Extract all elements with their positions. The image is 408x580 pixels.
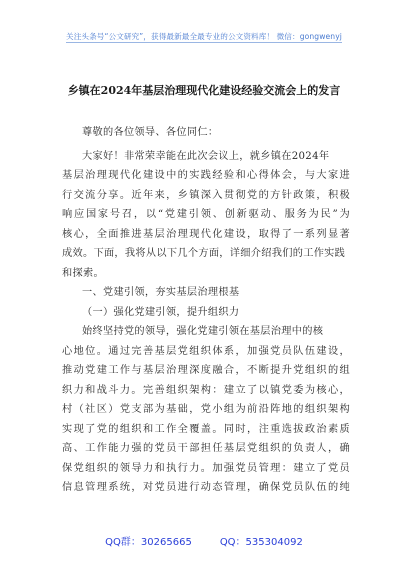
paragraph-line: 大家好！非常荣幸能在此次会议上，就乡镇在2024年 [82,150,330,162]
paragraph-line: 行交流分享。近年来，乡镇深入贯彻党的方针政策，积极 [62,189,350,201]
paragraph-line: 核心，全面推进基层治理现代化建设，取得了一系列显著 [62,228,350,240]
header-divider [66,42,342,43]
paragraph-line: 织力和战斗力。完善组织架构：建立了以镇党委为核心， [62,384,350,396]
paragraph-line: 基层治理现代化建设中的实践经验和心得体会，与大家进 [62,170,350,181]
page-footer [0,533,408,548]
page-header [0,0,408,54]
header-promo-text: 关注头条号“公文研究”，获得最新最全最专业的公文资料库！ 微信：gongwenyj [66,32,342,41]
document-title: 乡镇在2024年基层治理现代化建设经验交流会上的发言 [67,84,341,97]
paragraph-line: 信息管理系统，对党员进行动态管理，确保党员队伍的纯 [62,482,350,493]
paragraph-line: 始终坚持党的领导，强化党建引领在基层治理中的核 [82,326,324,337]
paragraph-line: 推动党建工作与基层治理深度融合，不断提升党组织的组 [62,365,350,376]
paragraph-line: 响应国家号召，以“党建引领、创新驱动、服务为民”为 [62,209,350,220]
document-body [62,123,350,498]
paragraph-line: 保党组织的领导力和执行力。加强党员管理：建立了党员 [62,462,350,474]
paragraph-line: 高、工作能力强的党员干部担任基层党组织的负责人，确 [62,443,350,454]
paragraph-line: 村（社区）党支部为基础，党小组为前沿阵地的组织架构 [62,404,350,415]
salutation: 尊敬的各位领导、各位同仁： [82,127,219,138]
section-heading: 一、党建引领，夯实基层治理根基 [82,287,240,298]
paragraph-line: 实现了党的组织和工作全覆盖。同时，注重选拔政治素质 [62,423,350,435]
paragraph-line: 和探索。 [62,267,104,279]
paragraph-line: 成效。下面，我将从以下几个方面，详细介绍我们的工作实践 [62,248,346,259]
paragraph-line: 心地位。通过完善基层党组织体系，加强党员队伍建设， [62,345,350,357]
subsection-heading: （一）强化党建引领，提升组织力 [82,306,240,318]
footer-qq-group: QQ群：30265665 [105,537,192,548]
footer-qq-contact: QQ：535304092 [219,537,303,548]
